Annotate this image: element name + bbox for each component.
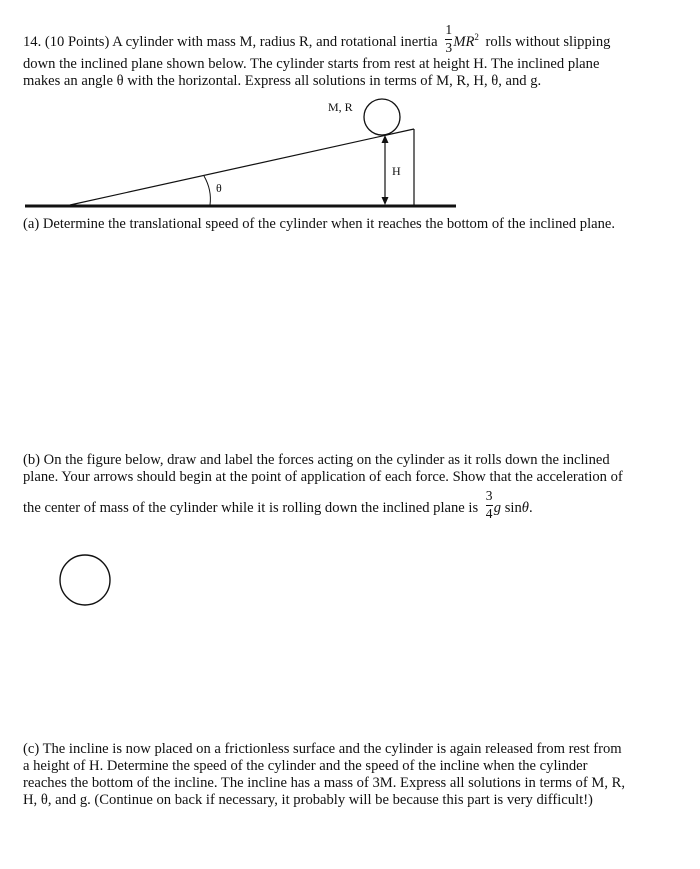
cylinder bbox=[364, 99, 400, 135]
acceleration-theta: θ bbox=[521, 500, 529, 516]
incline-figure bbox=[0, 0, 700, 220]
fraction-denominator: 3 bbox=[445, 40, 453, 55]
acceleration-g: g bbox=[493, 500, 502, 516]
part-c-line-3: reaches the bottom of the incline. The incline has a mass of 3M. Express all solutions in terms of M, R, bbox=[23, 775, 626, 791]
part-c-line-1: (c) The incline is now placed on a frictionless surface and the cylinder is again released from rest from bbox=[23, 741, 622, 757]
problem-intro-line-3: makes an angle θ with the horizontal. Express all solutions in terms of M, R, H, θ, and g. bbox=[23, 73, 542, 89]
free-body-cylinder bbox=[60, 555, 110, 605]
mass-radius-label: M, R bbox=[328, 100, 353, 114]
part-b-line-1: (b) On the figure below, draw and label the forces acting on the cylinder as it rolls down the inclined bbox=[23, 452, 610, 468]
part-b-line-2: plane. Your arrows should begin at the point of application of each force. Show that the acceleration of bbox=[23, 469, 623, 485]
part-c-line-4: H, θ, and g. (Continue on back if necessary, it probably will be because this part is very difficult!) bbox=[23, 792, 593, 808]
fraction-numerator: 1 bbox=[445, 22, 453, 37]
part-b-line-3-text: the center of mass of the cylinder while it is rolling down the inclined plane is bbox=[23, 500, 479, 516]
height-arrow-head-bottom bbox=[382, 197, 389, 205]
angle-label: θ bbox=[216, 181, 222, 195]
acceleration-fraction bbox=[485, 488, 494, 521]
height-label: H bbox=[392, 164, 401, 178]
acceleration-sin: sin bbox=[504, 500, 522, 516]
problem-intro-text: 14. (10 Points) A cylinder with mass M, radius R, and rotational inertia bbox=[23, 34, 438, 50]
angle-arc bbox=[204, 176, 210, 205]
problem-intro-line-2: down the inclined plane shown below. The cylinder starts from rest at height H. The inclined plane bbox=[23, 56, 600, 72]
inertia-exponent: 2 bbox=[474, 32, 479, 42]
problem-intro-text-post: rolls without slipping bbox=[485, 34, 611, 50]
fraction-denominator: 4 bbox=[485, 506, 493, 521]
part-b-line-3 bbox=[23, 488, 533, 521]
part-a-question: (a) Determine the translational speed of the cylinder when it reaches the bottom of the inclined plane. bbox=[23, 216, 616, 232]
part-c-line-2: a height of H. Determine the speed of the cylinder and the speed of the incline when the cylinder bbox=[23, 758, 588, 774]
inertia-expression: MR bbox=[453, 34, 475, 50]
acceleration-period: . bbox=[528, 500, 533, 516]
incline-surface bbox=[70, 129, 414, 205]
fraction-numerator: 3 bbox=[485, 488, 493, 503]
